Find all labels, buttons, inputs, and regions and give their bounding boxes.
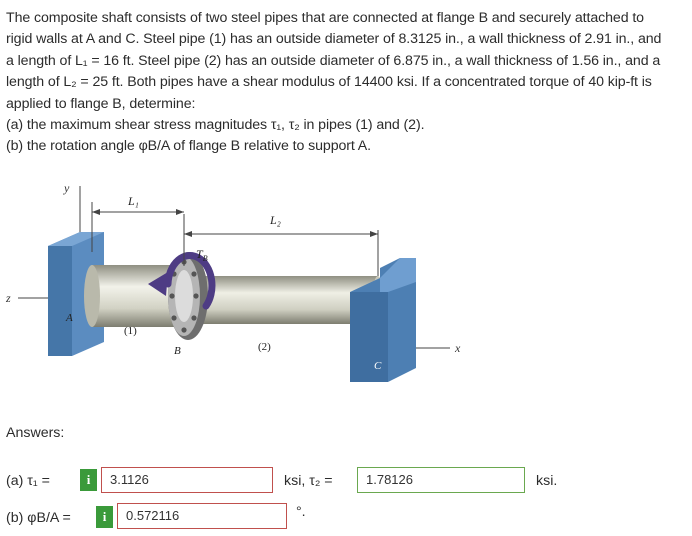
pipe-2-label: (2) <box>258 341 271 353</box>
tau1-input[interactable]: 3.1126 <box>101 467 273 493</box>
dimension-lines <box>92 202 378 276</box>
problem-line-6: (a) the maximum shear stress magnitudes τ₁, τ₂ in pipes (1) and (2). <box>6 117 425 134</box>
tau1-label: (a) τ₁ = <box>6 473 50 489</box>
z-axis-label: z <box>6 291 11 305</box>
shaft-figure <box>0 172 692 412</box>
pipe-1-label: (1) <box>124 325 137 337</box>
torque-label: $T_B$ <box>196 247 208 263</box>
problem-line-2: rigid walls at A and C. Steel pipe (1) has an outside diameter of 8.3125 in., a wall thickness of 2.91 in., and <box>6 31 662 48</box>
phi-info-icon[interactable]: i <box>96 506 113 528</box>
l1-label: L₁ <box>128 194 139 208</box>
phi-label: (b) φB/A = <box>6 510 71 526</box>
flange-b-label: B <box>174 345 181 357</box>
x-axis-label: x <box>455 341 461 355</box>
problem-line-4: length of L₂ = 25 ft. Both pipes have a shear modulus of 14400 ksi. If a concentrated torque of 40 kip-ft is <box>6 74 652 91</box>
problem-line-5: applied to flange B, determine: <box>6 95 196 112</box>
answers-heading: Answers: <box>6 425 65 441</box>
tau2-input[interactable]: 1.78126 <box>357 467 525 493</box>
tau1-info-icon[interactable]: i <box>80 469 97 491</box>
problem-line-7: (b) the rotation angle φB/A of flange B relative to support A. <box>6 138 372 155</box>
wall-a-label: A <box>66 312 73 324</box>
tau1-unit: ksi, τ₂ = <box>284 473 333 489</box>
phi-unit: °. <box>296 504 306 520</box>
problem-line-3: a length of L₁ = 16 ft. Steel pipe (2) has an outside diameter of 6.875 in., a wall thickness of 1.56 in., and a <box>6 52 661 69</box>
tau2-unit: ksi. <box>536 473 558 489</box>
y-axis-label: y <box>64 181 70 195</box>
wall-c-label: C <box>374 360 382 372</box>
l2-label: L₂ <box>270 213 281 227</box>
phi-input[interactable]: 0.572116 <box>117 503 287 529</box>
problem-line-1: The composite shaft consists of two steel pipes that are connected at flange B and securely attached to <box>6 10 644 26</box>
problem-statement <box>6 8 688 158</box>
